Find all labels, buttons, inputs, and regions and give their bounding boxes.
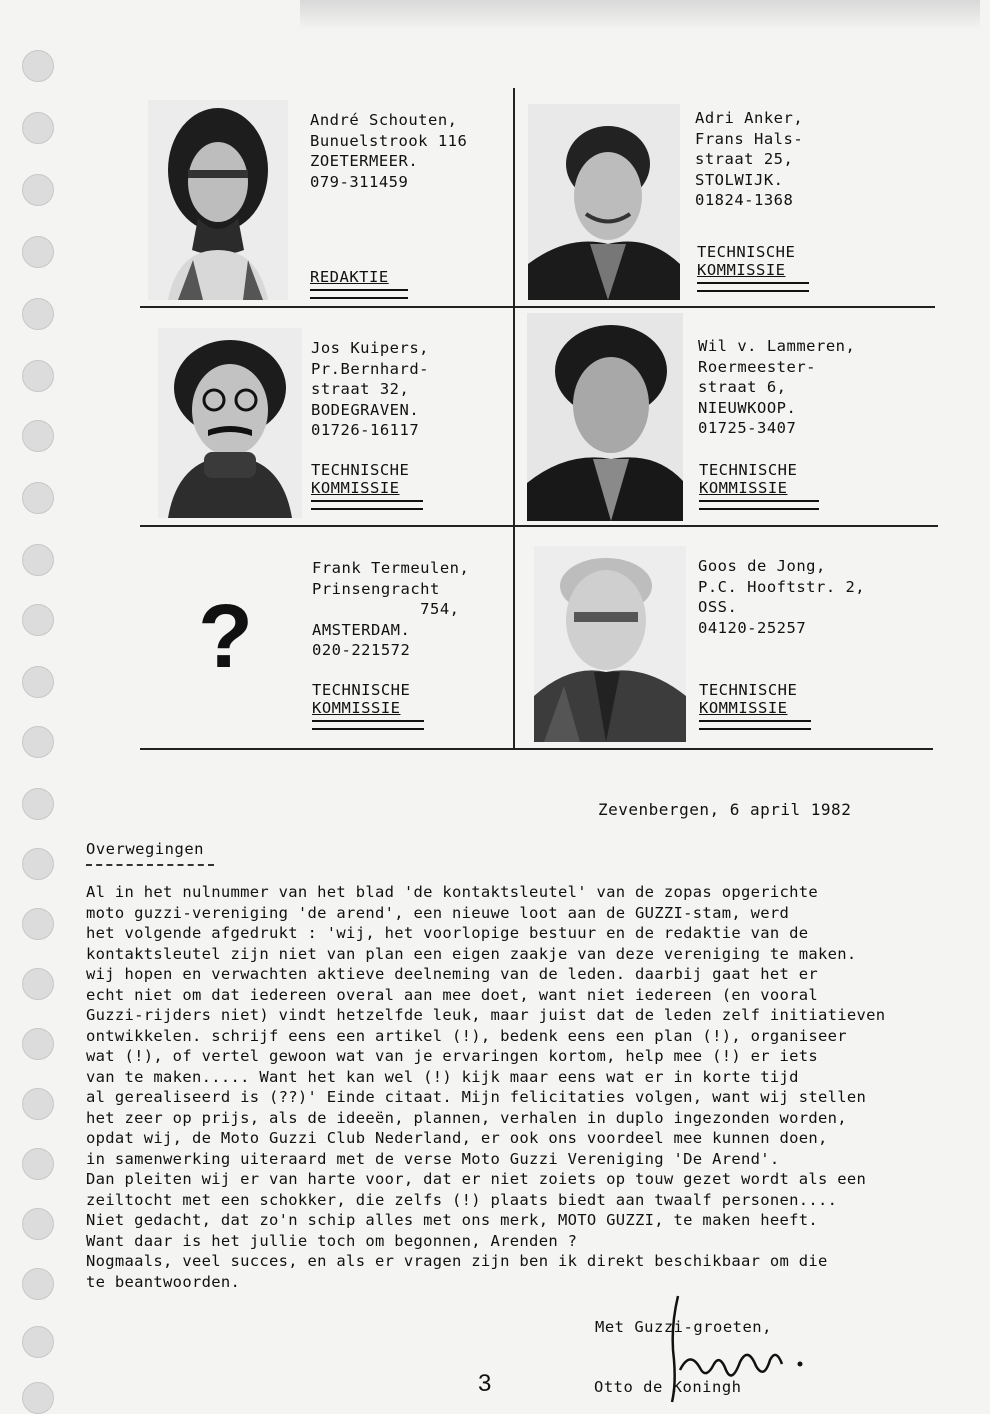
heading-rule (86, 864, 214, 866)
contact-role (699, 461, 819, 510)
role-label: TECHNISCHE (312, 681, 411, 699)
letter-line: Guzzi-rijders niet) vindt hetzelfde leuk, maar juist dat de leden zelf initiatieven (86, 1006, 886, 1024)
double-rule (312, 720, 424, 730)
portrait-glasses-mustache-icon (158, 328, 302, 518)
letter-line: te beantwoorden. (86, 1272, 241, 1291)
contact-role (310, 268, 408, 299)
portrait-photo (528, 104, 680, 300)
letter-line: van te maken..... Want het kan wel (!) kijk maar eens wat er in korte tijd (86, 1067, 799, 1086)
letter-line: Dan pleiten wij er van harte voor, dat er niet zoiets op touw gezet wordt als een (86, 1170, 867, 1188)
binder-hole (22, 1268, 54, 1300)
letter-line: Niet gedacht, dat zo'n schip alles met ons merk, MOTO GUZZI, te maken heeft. (86, 1211, 819, 1229)
letter-line: het zeer op prijs, als de ideeën, plannen, verhalen in duplo ingezonden worden, (86, 1108, 847, 1127)
binder-hole (22, 788, 54, 820)
contact-address: Adri Anker, Frans Hals- straat 25, STOLWIJK. 01824-1368 (695, 109, 804, 209)
contact-address: Wil v. Lammeren, Roermeester- straat 6, NIEUWKOOP. 01725-3407 (698, 337, 856, 437)
binder-hole (22, 544, 54, 576)
binder-hole (22, 112, 54, 144)
letter-line: al gerealiseerd is (??)' Einde citaat. Mijn felicitaties volgen, want wij stellen (86, 1088, 867, 1106)
unknown-photo-question-mark: ? (198, 587, 253, 687)
role-label: KOMMISSIE (697, 261, 786, 279)
letter-line: ontwikkelen. schrijf eens een artikel (!), bedenk eens een plan (!), organiseer (86, 1026, 847, 1045)
role-label: KOMMISSIE (699, 699, 788, 717)
contact-address: André Schouten, Bunuelstrook 116 ZOETERMEER. 079-311459 (310, 111, 468, 191)
letter-line: in samenwerking uiteraard met de verse Moto Guzzi Vereniging 'De Arend'. (86, 1149, 780, 1168)
letter-line: Nogmaals, veel succes, en als er vragen zijn ben ik direkt beschikbaar om die (86, 1252, 828, 1270)
binder-hole (22, 848, 54, 880)
binder-hole (22, 1148, 54, 1180)
portrait-older-man-icon (534, 546, 686, 742)
role-label: REDAKTIE (310, 268, 389, 286)
contact-role (697, 243, 809, 292)
contact-role (699, 681, 811, 730)
binder-hole (22, 420, 54, 452)
grid-divider (140, 525, 938, 527)
grid-divider-vertical (513, 88, 515, 750)
binder-hole (22, 174, 54, 206)
role-label: TECHNISCHE (699, 681, 798, 699)
binder-hole (22, 298, 54, 330)
letter-line: Want daar is het jullie toch om begonnen, Arenden ? (86, 1231, 578, 1250)
contact-address: Jos Kuipers, Pr.Bernhard- straat 32, BODEGRAVEN. 01726-16117 (311, 339, 429, 439)
letter-line: echt niet om dat iedereen overal aan mee doet, want niet iedereen (en vooral (86, 985, 819, 1004)
binder-holes (22, 0, 62, 1405)
portrait-photo (158, 328, 302, 518)
binder-hole (22, 726, 54, 758)
binder-hole (22, 1208, 54, 1240)
grid-divider (140, 748, 933, 750)
letter-line: opdat wij, de Moto Guzzi Club Nederland, er ook ons voordeel mee kunnen doen, (86, 1129, 828, 1147)
role-label: TECHNISCHE (311, 461, 410, 479)
binder-hole (22, 50, 54, 82)
binder-hole (22, 236, 54, 268)
portrait-dark-hair-icon (527, 313, 683, 521)
contact-role (311, 461, 423, 510)
portrait-photo (534, 546, 686, 742)
letter-line: zeiltocht met een schokker, die zelfs (!) plaats biedt aan twaalf personen.... (86, 1190, 838, 1209)
portrait-jacket-icon (528, 104, 680, 300)
binder-hole (22, 666, 54, 698)
letter-line: moto guzzi-vereniging 'de arend', een nieuwe loot aan de GUZZI-stam, werd (86, 903, 790, 922)
letter-line: wij hopen en verwachten aktieve deelneming van de leden. daarbij gaat het er (86, 965, 819, 983)
letter-heading: Overwegingen (86, 840, 204, 858)
letter-greeting: Met Guzzi-groeten, (595, 1318, 772, 1336)
role-label: KOMMISSIE (312, 699, 401, 717)
role-label: KOMMISSIE (699, 479, 788, 497)
letter-date: Zevenbergen, 6 april 1982 (598, 800, 852, 819)
double-rule (310, 289, 408, 299)
binder-hole (22, 1028, 54, 1060)
page-number: 3 (478, 1370, 492, 1397)
letter-signer: Otto de Koningh (594, 1378, 742, 1396)
role-label: KOMMISSIE (311, 479, 400, 497)
portrait-photo (148, 100, 288, 300)
role-label: TECHNISCHE (699, 461, 798, 479)
grid-divider (140, 306, 935, 308)
double-rule (699, 500, 819, 510)
binder-hole (22, 604, 54, 636)
letter-line: kontaktsleutel zijn niet van plan een eigen zaakje van deze vereniging te maken. (86, 944, 857, 963)
double-rule (311, 500, 423, 510)
portrait-photo (527, 313, 683, 521)
binder-hole (22, 360, 54, 392)
letter-line: Al in het nulnummer van het blad 'de kontaktsleutel' van de zopas opgerichte (86, 883, 819, 901)
letter-body (86, 882, 966, 1292)
letter-line: het volgende afgedrukt : 'wij, het voorlopige bestuur en de redaktie van de (86, 924, 809, 942)
role-label: TECHNISCHE (697, 243, 796, 261)
contact-address: Goos de Jong, P.C. Hooftstr. 2, OSS. 04120-25257 (698, 557, 866, 637)
binder-hole (22, 1326, 54, 1358)
contact-address: Frank Termeulen, Prinsengracht 754, AMSTERDAM. 020-221572 (312, 559, 470, 659)
letter-line: wat (!), of vertel gewoon wat van je ervaringen kortom, help mee (!) er iets (86, 1047, 819, 1065)
scan-shadow (300, 0, 980, 30)
contact-role (312, 681, 424, 730)
binder-hole (22, 482, 54, 514)
portrait-long-hair-icon (148, 100, 288, 300)
double-rule (697, 282, 809, 292)
binder-hole (22, 1088, 54, 1120)
double-rule (699, 720, 811, 730)
binder-hole (22, 908, 54, 940)
binder-hole (22, 968, 54, 1000)
binder-hole (22, 1382, 54, 1414)
